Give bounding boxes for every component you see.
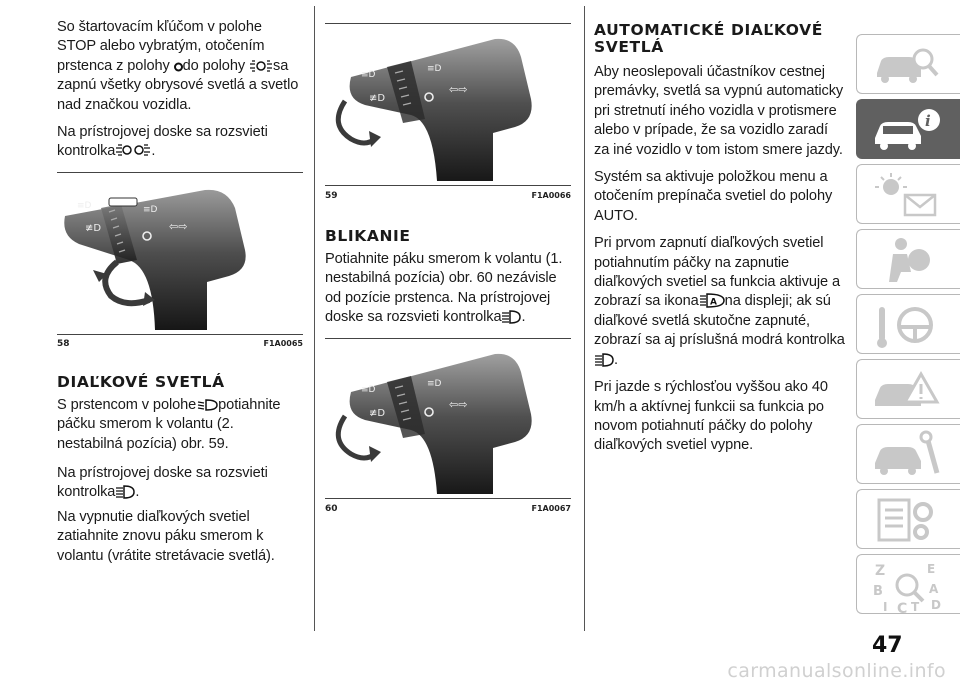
tab-starting-driving[interactable]	[856, 294, 960, 354]
warning-light-mail-icon	[871, 169, 943, 221]
paragraph-high-beam-on: S prstencom v polohe potiahnite páčku smerom k volantu (2. nestabilná pozícia) obr. 59.	[57, 397, 281, 452]
svg-text:≢D: ≢D	[369, 93, 386, 104]
svg-text:≢D: ≢D	[369, 408, 386, 419]
tab-car-info[interactable]	[856, 99, 960, 159]
column-1	[57, 0, 303, 564]
svg-text:C: C	[897, 601, 908, 615]
svg-text:A: A	[709, 297, 717, 308]
svg-text:D: D	[931, 598, 941, 612]
paragraph-auto-deactivation: Pri jazde s rýchlosťou vyššou ako 40 km/h a aktívnej funkcii sa funkcia po novom potiahnutí páčky do polohy diaľkových svetiel vypne.	[594, 379, 828, 454]
figure-number: 59	[325, 191, 338, 201]
figure-code: F1A0066	[531, 191, 571, 200]
tab-warning-lights[interactable]	[856, 164, 960, 224]
svg-text:Z: Z	[875, 563, 886, 579]
tab-car-search[interactable]	[856, 34, 960, 94]
column-divider	[584, 6, 585, 631]
svg-text:≢D: ≢D	[85, 223, 102, 234]
tab-alphabetical-index[interactable]	[856, 554, 960, 614]
alphabet-index-icon	[871, 559, 943, 615]
svg-text:B: B	[873, 584, 883, 599]
svg-text:⇦⇨: ⇦⇨	[449, 83, 468, 96]
svg-text:≡D: ≡D	[361, 70, 376, 80]
paragraph-auto-activation: Systém sa aktivuje položkou menu a otočením prepínača svetiel do polohy AUTO.	[594, 169, 833, 224]
paragraph-stop-position: So štartovacím kľúčom v polohe STOP alebo vybratým, otočením prstenca z polohy do polohy sa zapnú všetky obrysové svetlá a svetlo nad značkou vozidla.	[57, 19, 299, 113]
svg-text:≡D: ≡D	[427, 64, 442, 74]
light-switch-stalk-image	[325, 344, 571, 496]
figure-number: 60	[325, 504, 338, 514]
svg-text:≡D: ≡D	[77, 201, 92, 211]
car-search-icon	[871, 39, 943, 91]
svg-text:E: E	[927, 562, 936, 576]
section-heading-high-beams: DIAĽKOVÉ SVETLÁ	[57, 373, 225, 391]
paragraph-flashing: Potiahnite páku smerom k volantu (1. nestabilná pozícia) obr. 60 nezávisle od pozície prstenca. Na prístrojovej doske sa rozsvieti kontrolka .	[325, 251, 563, 326]
light-switch-stalk-image	[325, 29, 571, 184]
low-beam-icon	[196, 398, 218, 412]
auto-high-beam-icon	[699, 293, 725, 308]
car-info-icon	[871, 104, 943, 156]
paragraph-auto-first-use: Pri prvom zapnutí diaľkových svetiel potiahnutím páčky na zapnutie diaľkových svetiel sa funkcia aktivuje a zobrazí sa ikona A na displeji; ak sú diaľkové svetlá skutočne zapnuté, zobrazí sa aj príslušná modrá kontrolka.	[594, 235, 845, 368]
svg-text:≡D: ≡D	[427, 379, 442, 389]
tab-maintenance[interactable]	[856, 424, 960, 484]
figure-58	[57, 172, 303, 353]
svg-text:⇦⇨: ⇦⇨	[169, 220, 188, 233]
high-beam-icon	[594, 353, 614, 367]
column-divider	[314, 6, 315, 631]
high-beam-icon	[115, 485, 135, 499]
side-lights-indicator-icon	[115, 143, 151, 158]
svg-text:i: i	[925, 112, 931, 130]
paragraph-position-indicator: Na prístrojovej doske sa rozsvieti kontrolka .	[57, 124, 268, 160]
figure-59	[325, 23, 571, 204]
tab-safety[interactable]	[856, 229, 960, 289]
svg-text:≡D: ≡D	[143, 205, 158, 215]
figure-number: 58	[57, 339, 70, 349]
paragraph-auto-purpose: Aby neoslepovali účastníkov cestnej premávky, svetlá sa vypnú automaticky pri stretnutí iného vozidla v protismere alebo v prípade, že sa vozidlo zaradí za iné vozidlo v tom istom smere jazdy.	[594, 64, 844, 158]
svg-text:≡D: ≡D	[361, 385, 376, 395]
high-beam-icon	[501, 310, 521, 324]
column-3	[594, 0, 846, 456]
light-switch-stalk-image	[57, 178, 303, 335]
section-heading-auto-high-beams: AUTOMATICKÉ DIAĽKOVÉ SVETLÁ	[594, 21, 823, 56]
paragraph-high-beam-off: Na vypnutie diaľkových svetiel zatiahnite znovu páku smerom k volantu (vrátite stretávacie svetlá).	[57, 509, 275, 564]
page-number: 47	[872, 633, 903, 658]
figure-60	[325, 338, 571, 518]
svg-text:T: T	[911, 600, 920, 614]
footer-watermark: carmanualsonline.info	[727, 660, 946, 682]
paragraph-high-beam-indicator: Na prístrojovej doske sa rozsvieti kontrolka .	[57, 465, 268, 501]
section-heading-flashing: BLIKANIE	[325, 227, 411, 245]
airbag-safety-icon	[871, 234, 943, 286]
svg-text:I: I	[883, 600, 888, 614]
parking-lights-o-icon	[174, 60, 183, 73]
svg-text:A: A	[929, 582, 939, 596]
position-lights-icon	[249, 59, 273, 73]
steering-wheel-key-icon	[871, 299, 943, 351]
car-warning-triangle-icon	[871, 364, 943, 416]
svg-text:⇦⇨: ⇦⇨	[449, 398, 468, 411]
figure-code: F1A0065	[263, 339, 303, 348]
tab-technical-data[interactable]	[856, 489, 960, 549]
document-gears-icon	[871, 494, 943, 546]
figure-code: F1A0067	[531, 504, 571, 513]
car-wrench-icon	[871, 429, 943, 481]
tab-emergency[interactable]	[856, 359, 960, 419]
